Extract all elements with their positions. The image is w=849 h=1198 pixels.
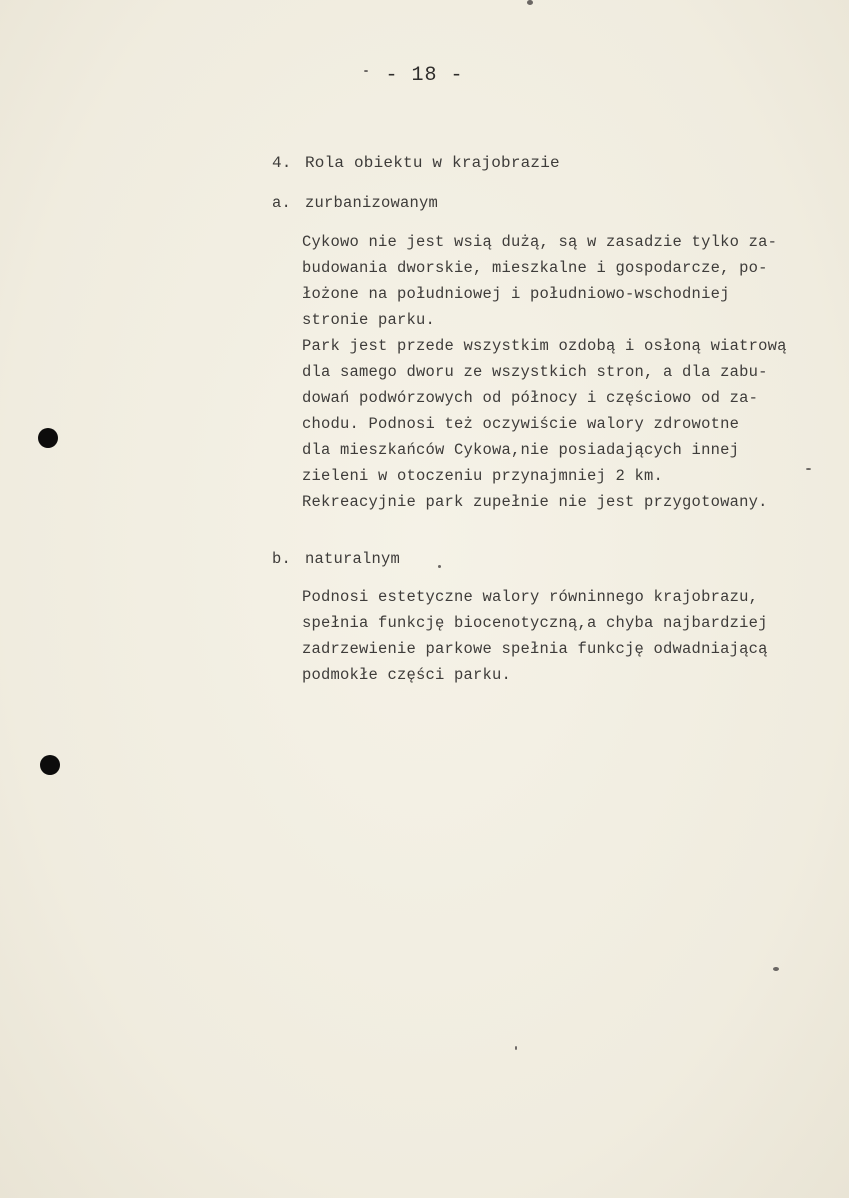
paragraph-line: Rekreacyjnie park zupełnie nie jest przygotowany. <box>302 493 768 511</box>
paragraph-line: Podnosi estetyczne walory równinnego krajobrazu, <box>302 588 759 606</box>
paragraph-line: spełnia funkcję biocenotyczną,a chyba najbardziej <box>302 614 768 632</box>
paragraph-line: dowań podwórzowych od północy i częściowo od za- <box>302 389 759 407</box>
paper-speck <box>438 565 441 568</box>
subsection-a-letter: a. <box>272 194 292 212</box>
paragraph-line: chodu. Podnosi też oczywiście walory zdrowotne <box>302 415 740 433</box>
subsection-b-title: naturalnym <box>305 550 401 568</box>
paper-speck <box>527 0 533 5</box>
paragraph-line: zieleni w otoczeniu przynajmniej 2 km. <box>302 467 664 485</box>
paper-speck <box>515 1046 517 1050</box>
subsection-a-title: zurbanizowanym <box>305 194 439 212</box>
paper-speck <box>806 468 811 470</box>
paragraph-line: dla samego dworu ze wszystkich stron, a dla zabu- <box>302 363 768 381</box>
paragraph-line: stronie parku. <box>302 311 436 329</box>
paragraph-line: dla mieszkańców Cykowa,nie posiadających innej <box>302 441 740 459</box>
page-number: - 18 - <box>385 64 464 87</box>
section-number: 4. <box>272 154 292 172</box>
paragraph-line: zadrzewienie parkowe spełnia funkcję odwadniającą <box>302 640 768 658</box>
section-title: Rola obiektu w krajobrazie <box>305 154 560 172</box>
paragraph-line: podmokłe części parku. <box>302 666 512 684</box>
paragraph-line: Cykowo nie jest wsią dużą, są w zasadzie tylko za- <box>302 233 778 251</box>
punch-hole <box>38 428 58 448</box>
paragraph-line: Park jest przede wszystkim ozdobą i osłoną wiatrową <box>302 337 787 355</box>
subsection-b-letter: b. <box>272 550 292 568</box>
paragraph-line: budowania dworskie, mieszkalne i gospodarcze, po- <box>302 259 768 277</box>
paper-speck <box>773 967 779 971</box>
paper-speck <box>364 70 368 72</box>
paragraph-line: łożone na południowej i południowo-wschodniej <box>302 285 730 303</box>
punch-hole <box>40 755 60 775</box>
